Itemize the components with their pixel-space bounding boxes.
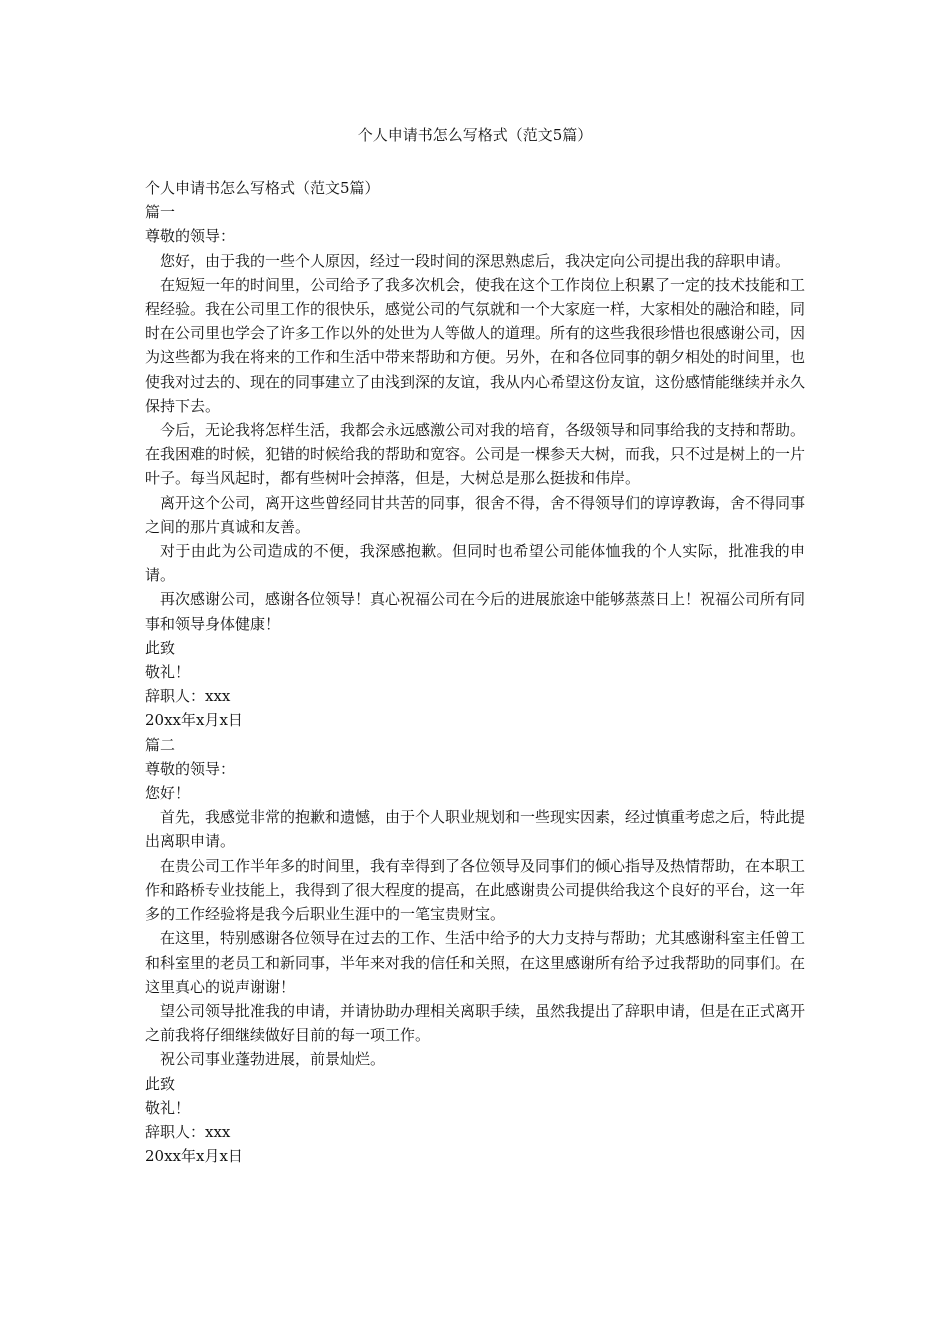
letter-2-greeting: 您好！ bbox=[145, 784, 191, 803]
document-heading: 个人申请书怎么写格式（范文5篇） bbox=[145, 179, 380, 197]
letter-1-closing: 此致 bbox=[145, 638, 176, 657]
letter-1-label: 篇一 bbox=[145, 203, 176, 222]
letter-1-paragraph: 对于由此为公司造成的不便，我深感抱歉。但同时也希望公司能体恤我的个人实际，批准我的申请。 bbox=[145, 542, 805, 585]
letter-1-paragraph: 离开这个公司，离开这些曾经同甘共苦的同事，很舍不得，舍不得领导们的谆谆教诲，舍不得同事之间的那片真诚和友善。 bbox=[145, 493, 806, 536]
letter-1-paragraph: 今后，无论我将怎样生活，我都会永远感激公司对我的培育，各级领导和同事给我的支持和帮助。在我困难的时候，犯错的时候给我的帮助和宽容。公司是一棵参天大树，而我，只不过是树上的一片叶子。每当风起时，都有些树叶会掉落，但是，大树总是那么挺拔和伟岸。 bbox=[145, 421, 806, 488]
letter-2-closing: 此致 bbox=[145, 1074, 176, 1093]
letter-1-paragraph: 再次感谢公司，感谢各位领导！真心祝福公司在今后的进展旅途中能够蒸蒸日上！祝福公司所有同事和领导身体健康！ bbox=[145, 590, 806, 633]
letter-2-signature: 辞职人：xxx bbox=[145, 1122, 231, 1141]
letter-2-salutation: 尊敬的领导： bbox=[145, 759, 236, 778]
letter-2-date: 20xx年x月x日 bbox=[145, 1147, 243, 1166]
letter-1-regards: 敬礼！ bbox=[145, 663, 191, 682]
letter-2-paragraph: 首先，我感觉非常的抱歉和遗憾，由于个人职业规划和一些现实因素，经过慎重考虑之后，特此提出离职申请。 bbox=[145, 808, 806, 851]
letter-1-salutation: 尊敬的领导： bbox=[145, 227, 236, 246]
letter-2-paragraph: 祝公司事业蓬勃进展，前景灿烂。 bbox=[160, 1050, 386, 1069]
letter-2-paragraph: 在贵公司工作半年多的时间里，我有幸得到了各位领导及同事们的倾心指导及热情帮助，在本职工作和路桥专业技能上，我得到了很大程度的提高，在此感谢贵公司提供给我这个良好的平台，这一年多的工作经验将是我今后职业生涯中的一笔宝贵财宝。 bbox=[145, 856, 806, 924]
letter-1-paragraph: 在短短一年的时间里，公司给予了我多次机会，使我在这个工作岗位上积累了一定的技术技能和工程经验。我在公司里工作的很快乐，感觉公司的气氛就和一个大家庭一样，大家相处的融洽和睦，同时在公司里也学会了许多工作以外的处世为人等做人的道理。所有的这些我很珍惜也很感谢公司，因为这些都为我在将来的工作和生活中带来帮助和方便。另外，在和各位同事的朝夕相处的时间里，也使我对过去的、现在的同事建立了由浅到深的友谊，我从内心希望这份友谊，这份感情能继续并永久保持下去。 bbox=[145, 275, 806, 415]
letter-1-paragraph: 您好，由于我的一些个人原因，经过一段时间的深思熟虑后，我决定向公司提出我的辞职申请。 bbox=[160, 251, 791, 270]
document-body bbox=[145, 176, 805, 1168]
letter-1-date: 20xx年x月x日 bbox=[145, 711, 243, 730]
letter-2-regards: 敬礼！ bbox=[145, 1098, 191, 1117]
letter-2-paragraph: 在这里，特别感谢各位领导在过去的工作、生活中给予的大力支持与帮助；尤其感谢科室主任曾工和科室里的老员工和新同事，半年来对我的信任和关照，在这里感谢所有给予过我帮助的同事们。在这里真心的说声谢谢！ bbox=[145, 929, 806, 996]
page-title: 个人申请书怎么写格式（范文5篇） bbox=[357, 126, 593, 144]
letter-2-label: 篇二 bbox=[145, 735, 176, 754]
letter-1-signature: 辞职人：xxx bbox=[145, 687, 231, 706]
letter-2-paragraph: 望公司领导批准我的申请，并请协助办理相关离职手续，虽然我提出了辞职申请，但是在正式离开之前我将仔细继续做好目前的每一项工作。 bbox=[145, 1001, 806, 1045]
